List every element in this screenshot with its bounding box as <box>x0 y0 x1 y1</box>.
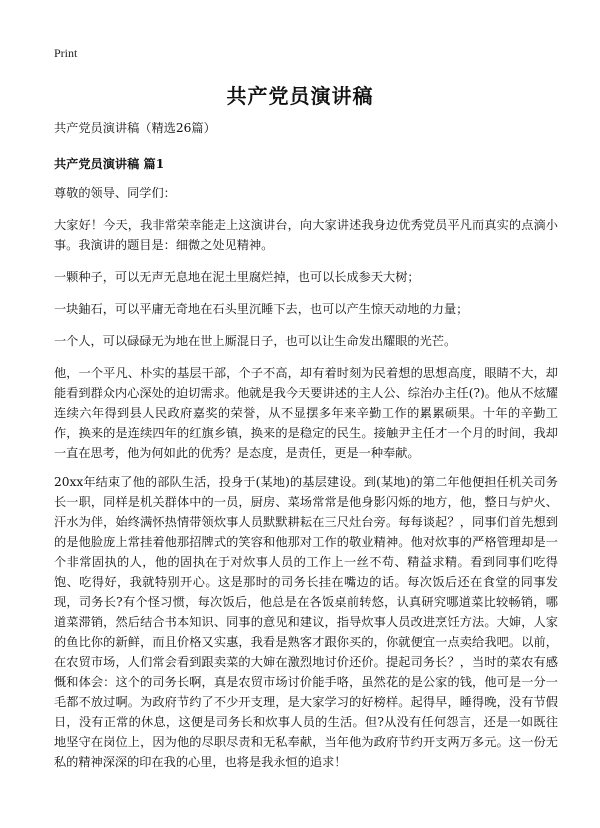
paragraph-seed: 一颗种子，可以无声无息地在泥土里腐烂掉，也可以长成参天大树； <box>54 270 420 284</box>
section-heading: 共产党员演讲稿 篇1 <box>54 157 165 171</box>
paragraph-story: 20xx年结束了他的部队生活，投身于(某地)的基层建设。到(某地)的第二年他便担任机关司务长一职，同样是机关群体中的一员，厨房、菜场常常是他身影闪烁的地方，他，整日与炉火、汗水为伴，始终满怀热情带领炊事人员默默耕耘在三尺灶台旁。每每谈起？，同事们首先想到的是他脸庞上常挂着他那招牌式的笑容和他那对工作的敬业精神。他对炊事的严格管理却是一个非常固执的人，他的固执在于对炊事人员的工作上一丝不苟、精益求精。看到同事们吃得饱、吃得好，我就特别开心。这是那时的司务长挂在嘴边的话。每次饭后还在食堂的同事发现，司务长?有个怪习惯，每次饭后，他总是在各饭桌前转悠，认真研究哪道菜比较畅销，哪道菜滞销，然后结合书本知识、同事的意见和建议，指导炊事人员改进烹饪方法。大婶，人家的鱼比你的新鲜，而且价格又实惠，我看是熟客才跟你买的，你就便宜一点卖给我吧。以前，在农贸市场，人们常会看到跟卖菜的大婶在激烈地讨价还价。提起司务长？，当时的菜农有感慨和体会：这个的司务长啊，真是农贸市场讨价能手咯，虽然花的是公家的钱，他可是一分一毛都不放过啊。为政府节约了不少开支理，是大家学习的好榜样。起得早，睡得晚，没有节假日，没有正常的休息，这便是司务长和炊事人员的生活。但?从没有任何怨言，还是一如既往地坚守在岗位上，因为他的尽职尽责和无私奉献，当年他为政府节约开支两万多元。这一份无私的精神深深的印在我的心里，也将是我永恒的追求！ <box>54 475 558 769</box>
paragraph-intro: 大家好！今天，我非常荣幸能走上这演讲台，向大家讲述我身边优秀党员平凡而真实的点滴小事。我演讲的题目是：细微之处见精神。 <box>54 218 558 252</box>
print-link[interactable]: Print <box>54 46 78 60</box>
greeting-line: 尊敬的领导、同学们： <box>54 186 176 200</box>
paragraph-protagonist: 他，一个平凡、朴实的基层干部，个子不高，却有着时刻为民着想的思想高度，眼睛不大，却能看到群众内心深处的迫切需求。他就是我今天要讲述的主人公、综治办主任(?)。他从不炫耀连续六年得到县人民政府嘉奖的荣誉，从不显摆多年来辛勤工作的累累硕果。十年的辛勤工作，换来的是连续四年的红旗乡镇，换来的是稳定的民生。接触尹主任才一个月的时间，我却一直在思考，他为何如此的优秀？是态度，是责任，更是一种奉献。 <box>54 366 558 460</box>
document-subtitle: 共产党员演讲稿（精选26篇） <box>54 121 216 135</box>
paragraph-person: 一个人，可以碌碌无为地在世上厮混日子，也可以让生命发出耀眼的光芒。 <box>54 334 457 348</box>
page-title: 共产党员演讲稿 <box>226 84 374 108</box>
article-body <box>54 118 558 781</box>
paragraph-stone: 一块鈾石，可以平庸无奇地在石头里沉睡下去，也可以产生惊天动地的力量； <box>54 302 469 316</box>
